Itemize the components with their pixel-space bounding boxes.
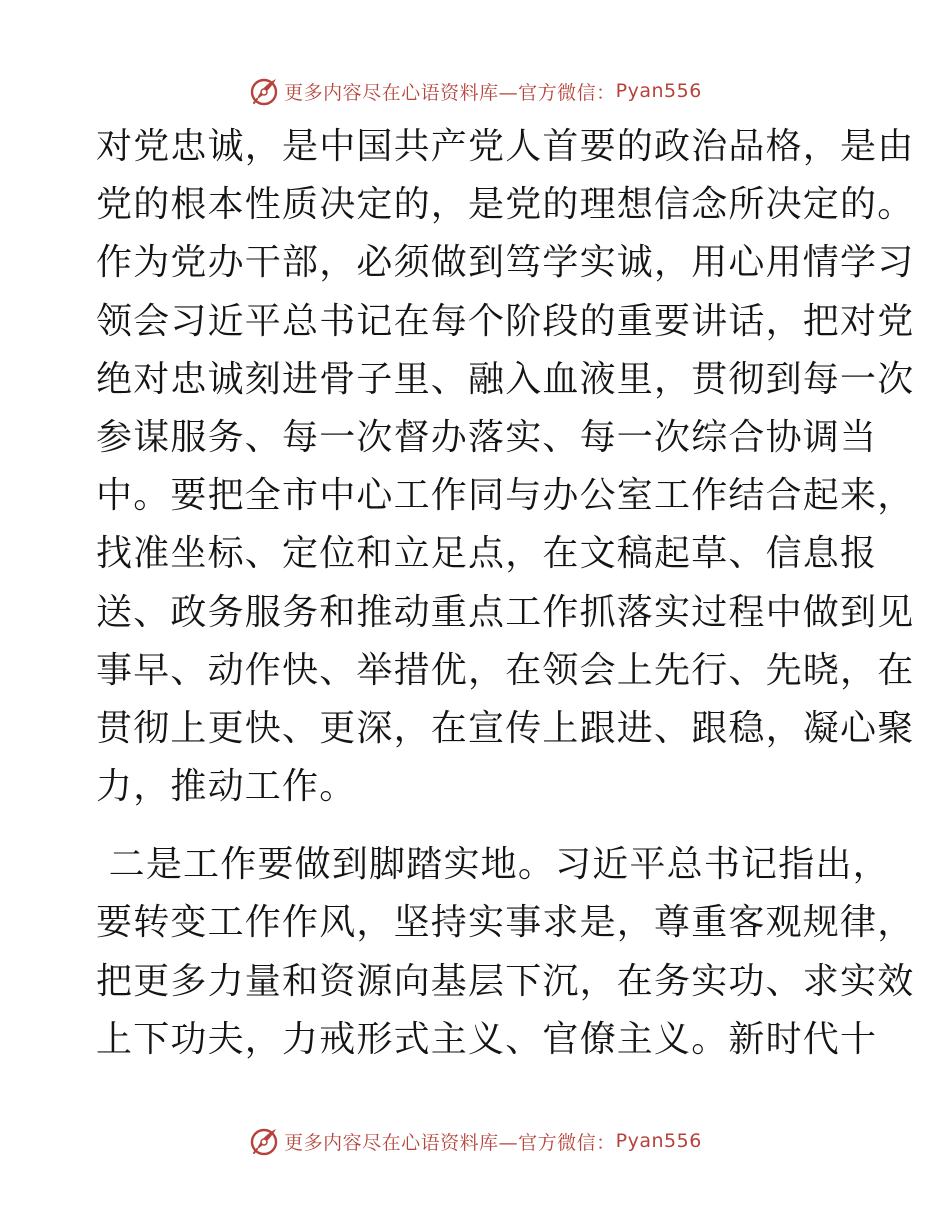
text-line: 把更多力量和资源向基层下沉，在务实功、求实效	[96, 960, 915, 1002]
text-line: 参谋服务、每一次督办落实、每一次综合协调当	[96, 416, 878, 458]
text-line: 绝对忠诚刻进骨子里、融入血液里，贯彻到每一次	[96, 358, 915, 400]
text-line: 找准坐标、定位和立足点，在文稿起草、信息报	[96, 533, 878, 575]
paragraph-2	[96, 836, 915, 1069]
text-line: 上下功夫，力戒形式主义、官僚主义。新时代十	[96, 1018, 878, 1060]
feather-pen-logo-icon	[248, 1125, 280, 1157]
text-line: 力，推动工作。	[96, 766, 357, 808]
document-body	[96, 118, 915, 1069]
text-line: 二是工作要做到脚踏实地。习近平总书记指出，	[96, 844, 890, 886]
header-banner-text: 更多内容尽在心语资料库—官方微信：	[284, 81, 616, 104]
footer-banner	[0, 1121, 950, 1161]
text-line: 对党忠诚，是中国共产党人首要的政治品格，是由	[96, 126, 915, 167]
header-wechat-id: Pyan556	[615, 80, 702, 102]
text-line: 事早、动作快、举措优，在领会上先行、先晓，在	[96, 649, 915, 691]
header-banner	[0, 71, 950, 111]
text-line: 贯彻上更快、更深，在宣传上跟进、跟稳，凝心聚	[96, 707, 915, 749]
paragraph-1	[96, 118, 915, 816]
footer-wechat-id: Pyan556	[615, 1130, 702, 1152]
text-line: 要转变工作作风，坚持实事求是，尊重客观规律，	[96, 902, 915, 944]
feather-pen-logo-icon	[248, 75, 280, 107]
text-line: 中。要把全市中心工作同与办公室工作结合起来，	[96, 475, 915, 517]
text-line: 领会习近平总书记在每个阶段的重要讲话，把对党	[96, 300, 915, 342]
footer-banner-text: 更多内容尽在心语资料库—官方微信：	[284, 1131, 616, 1154]
paragraph-spacer	[96, 816, 856, 836]
text-line: 党的根本性质决定的，是党的理想信念所决定的。	[96, 184, 915, 226]
text-line: 送、政务服务和推动重点工作抓落实过程中做到见	[96, 591, 915, 633]
text-line: 作为党办干部，必须做到笃学实诚，用心用情学习	[96, 242, 915, 284]
